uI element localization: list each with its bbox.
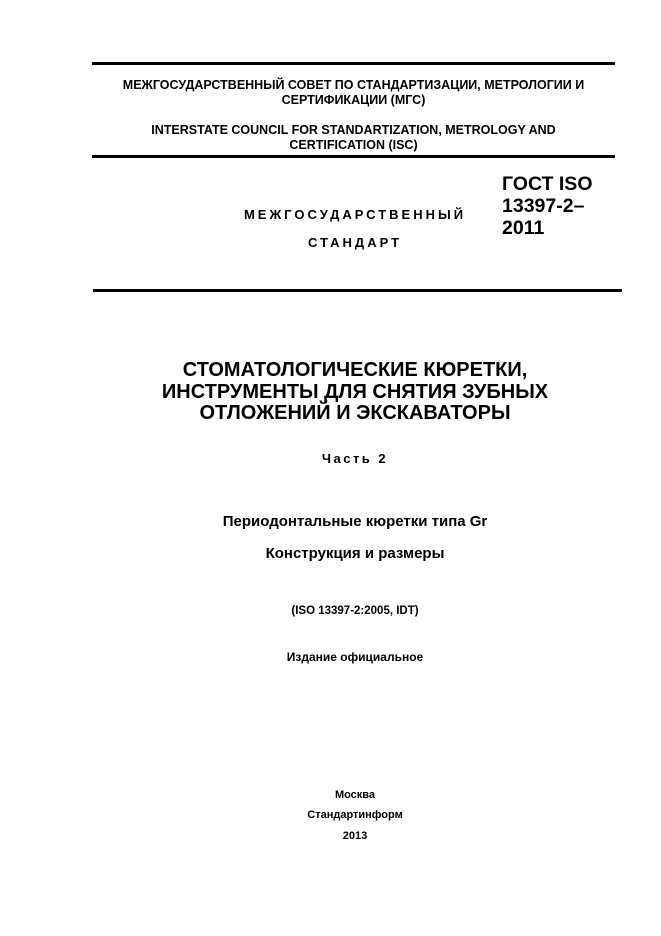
subtitle-design: Конструкция и размеры (265, 545, 445, 562)
document-title (100, 360, 610, 425)
title-line-2: ИНСТРУМЕНТЫ ДЛЯ СНЯТИЯ ЗУБНЫХ (161, 380, 549, 403)
council-name-russian (92, 78, 615, 108)
gost-line-2: 13397-2– (502, 195, 585, 217)
standard-block-divider (93, 289, 622, 292)
gost-designation (502, 173, 622, 239)
header-divider (92, 155, 615, 158)
interstate-label: МЕЖГОСУДАРСТВЕННЫЙ (243, 207, 467, 222)
iso-reference: (ISO 13397-2:2005, IDT) (291, 605, 419, 617)
edition-label: Издание официальное (286, 650, 424, 664)
council-en-line-2: CERTIFICATION (ISC) (289, 138, 418, 152)
top-divider (92, 62, 615, 65)
imprint-city: Москва (334, 789, 376, 801)
part-number: Часть 2 (321, 451, 389, 466)
council-ru-line-2: СЕРТИФИКАЦИИ (МГС) (281, 93, 426, 107)
gost-line-3: 2011 (502, 217, 545, 239)
gost-line-1: ГОСТ ISO (502, 173, 593, 195)
title-line-3: ОТЛОЖЕНИЙ И ЭКСКАВАТОРЫ (199, 402, 511, 424)
standard-label: СТАНДАРТ (307, 235, 403, 250)
subtitle-curettes: Периодонтальные кюретки типа Gr (222, 513, 488, 530)
imprint-year: 2013 (342, 830, 368, 842)
title-line-1: СТОМАТОЛОГИЧЕСКИЕ КЮРЕТКИ, (182, 359, 528, 381)
council-en-line-1: INTERSTATE COUNCIL FOR STANDARTIZATION, METROLOGY AND (151, 123, 556, 137)
imprint-publisher: Стандартинформ (307, 809, 403, 821)
council-ru-line-1: МЕЖГОСУДАРСТВЕННЫЙ СОВЕТ ПО СТАНДАРТИЗАЦИИ, МЕТРОЛОГИИ И (122, 78, 585, 92)
council-name-english (92, 123, 615, 153)
